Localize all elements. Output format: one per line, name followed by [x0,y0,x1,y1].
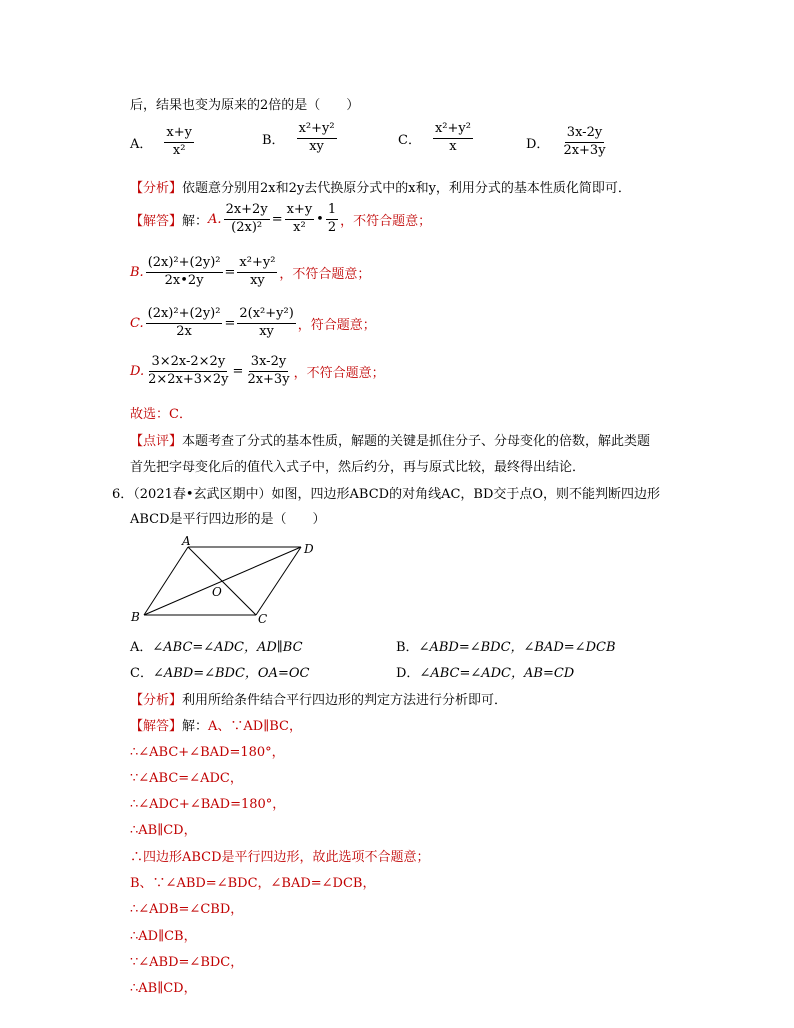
times-dot: • [316,211,324,227]
option-text: ∠ABD=∠BDC，∠BAD=∠DCB [418,640,616,655]
equals-sign: = [224,315,236,331]
vertex-label-c: C [258,612,268,625]
answer-step: ∴∠ADC+∠BAD=180°， [130,797,286,812]
point-label-o: O [212,585,222,599]
answer-prefix: 解： [182,213,209,229]
option-text: ∠ABC=∠ADC，AB=CD [419,666,575,681]
numerator: (2x)²+(2y)² [146,307,223,324]
answer-step: ∵∠ABC=∠ADC， [130,771,243,786]
answer-step: ∴四边形ABCD是平行四边形，故此选项不合题意； [130,850,430,865]
numerator: 1 [326,203,338,220]
denominator: 2x [176,323,192,339]
answer-step: ∴AB∥CD， [130,823,197,838]
numerator: x²+y² [297,122,337,139]
parallelogram-figure [125,535,325,625]
q5-answer-line-c [130,307,376,340]
q5-option-a [130,126,196,159]
denominator: 2x•2y [164,272,204,288]
analysis-tag: 【分析】 [130,181,183,196]
diagonal-bd [144,547,301,615]
numerator: x²+y² [433,122,473,139]
comment-line-1: 本题考查了分式的基本性质，解题的关键是抓住分子、分母变化的倍数，解此类题 [182,434,651,449]
option-label: C． [398,132,421,148]
answer-step: ∴∠ABC+∠BAD=180°， [130,745,285,760]
answer-tag: 【解答】 [130,719,183,734]
option-label: B． [262,132,285,148]
q5-analysis [130,177,631,196]
q5-option-b [262,122,339,155]
vertex-label-a: A [182,535,191,548]
q5-answer-line-b [130,256,370,289]
equals-sign: = [232,363,244,379]
analysis-tag: 【分析】 [130,693,183,708]
q6-analysis [130,689,507,708]
denominator: 2×2x+3×2y [148,371,229,387]
q5-option-c [398,122,475,155]
option-label: A． [130,640,153,655]
equals-sign: = [271,211,283,227]
option-label: D． [396,666,420,681]
numerator: x+y [285,203,315,220]
denominator: x [449,138,457,154]
option-text: ∠ABD=∠BDC，OA=OC [152,666,310,681]
question-number: 6． [112,487,134,502]
numerator: 2(x²+y²) [237,307,295,324]
q6-option-d [396,662,574,681]
numerator: 3×2x-2×2y [149,355,227,372]
option-text: ∠ABC=∠ADC，AD∥BC [152,640,303,655]
denominator: (2x)² [231,219,263,235]
answer-step: ∵∠ABD=∠BDC， [130,955,244,970]
option-label: D． [526,136,550,152]
q6-stem-line-1 [112,483,660,502]
answer-step: ∴AD∥CB， [130,929,197,944]
denominator: x² [293,219,306,235]
q6-option-a [130,636,303,655]
q6-option-b [396,636,616,655]
q5-stem-tail: 后，结果也变为原来的2倍的是（ ） [130,98,360,113]
verdict: ，不符合题意； [340,213,432,229]
answer-step: ∴AB∥CD， [130,981,197,996]
option-label: C． [130,666,153,681]
numerator: x²+y² [237,256,277,273]
denominator: xy [309,138,324,154]
q6-stem-line-2: ABCD是平行四边形的是（ ） [130,512,326,527]
numerator: 2x+2y [224,203,270,220]
answer-prefix: 解： [182,719,209,734]
analysis-text: 依题意分别用2x和2y去代换原分式中的x和y，利用分式的基本性质化简即可． [182,181,631,196]
verdict: ，不符合题意； [279,266,371,282]
case-letter: A. [208,211,222,227]
q5-choice: 故选：C． [130,407,192,422]
case-letter: B. [130,264,144,280]
numerator: 3x-2y [565,126,604,143]
numerator: (2x)²+(2y)² [146,256,223,273]
verdict: ，符合题意； [297,317,376,333]
q5-answer-line-d [130,355,385,388]
denominator: x² [172,142,186,158]
equals-sign: = [224,264,236,280]
denominator: 2x+3y [247,371,290,387]
case-letter: C. [130,315,144,331]
answer-step: ∴∠ADB=∠CBD， [130,902,244,917]
q6-option-c [130,662,309,681]
vertex-label-d: D [304,542,314,556]
q5-comment-line-2: 首先把字母变化后的值代入式子中，然后约分，再与原式比较，最终得出结论． [130,460,586,475]
numerator: 3x-2y [249,355,288,372]
denominator: 2 [327,219,337,235]
q6-answer-first [130,715,302,734]
case-letter: D. [130,363,145,379]
option-label: A． [130,136,153,152]
q5-option-d [526,126,610,159]
verdict: ，不符合题意； [293,365,385,381]
q5-answer-line-a [130,203,431,236]
stem-text: （2021春•玄武区期中）如图，四边形ABCD的对角线AC，BD交于点O，则不能判断四边形 [133,487,661,502]
analysis-text: 利用所给条件结合平行四边形的判定方法进行分析即可． [182,693,508,708]
denominator: 2x+3y [563,142,606,158]
denominator: xy [250,272,265,288]
option-label: B． [396,640,419,655]
side-ab [144,547,188,615]
denominator: xy [259,323,274,339]
answer-step: B、∵∠ABD=∠BDC，∠BAD=∠DCB， [130,876,376,891]
numerator: x+y [164,126,194,143]
comment-tag: 【点评】 [130,434,183,449]
answer-step: A、∵AD∥BC， [208,719,302,734]
answer-tag: 【解答】 [130,213,183,229]
q5-comment [130,430,650,449]
vertex-label-b: B [131,610,140,624]
